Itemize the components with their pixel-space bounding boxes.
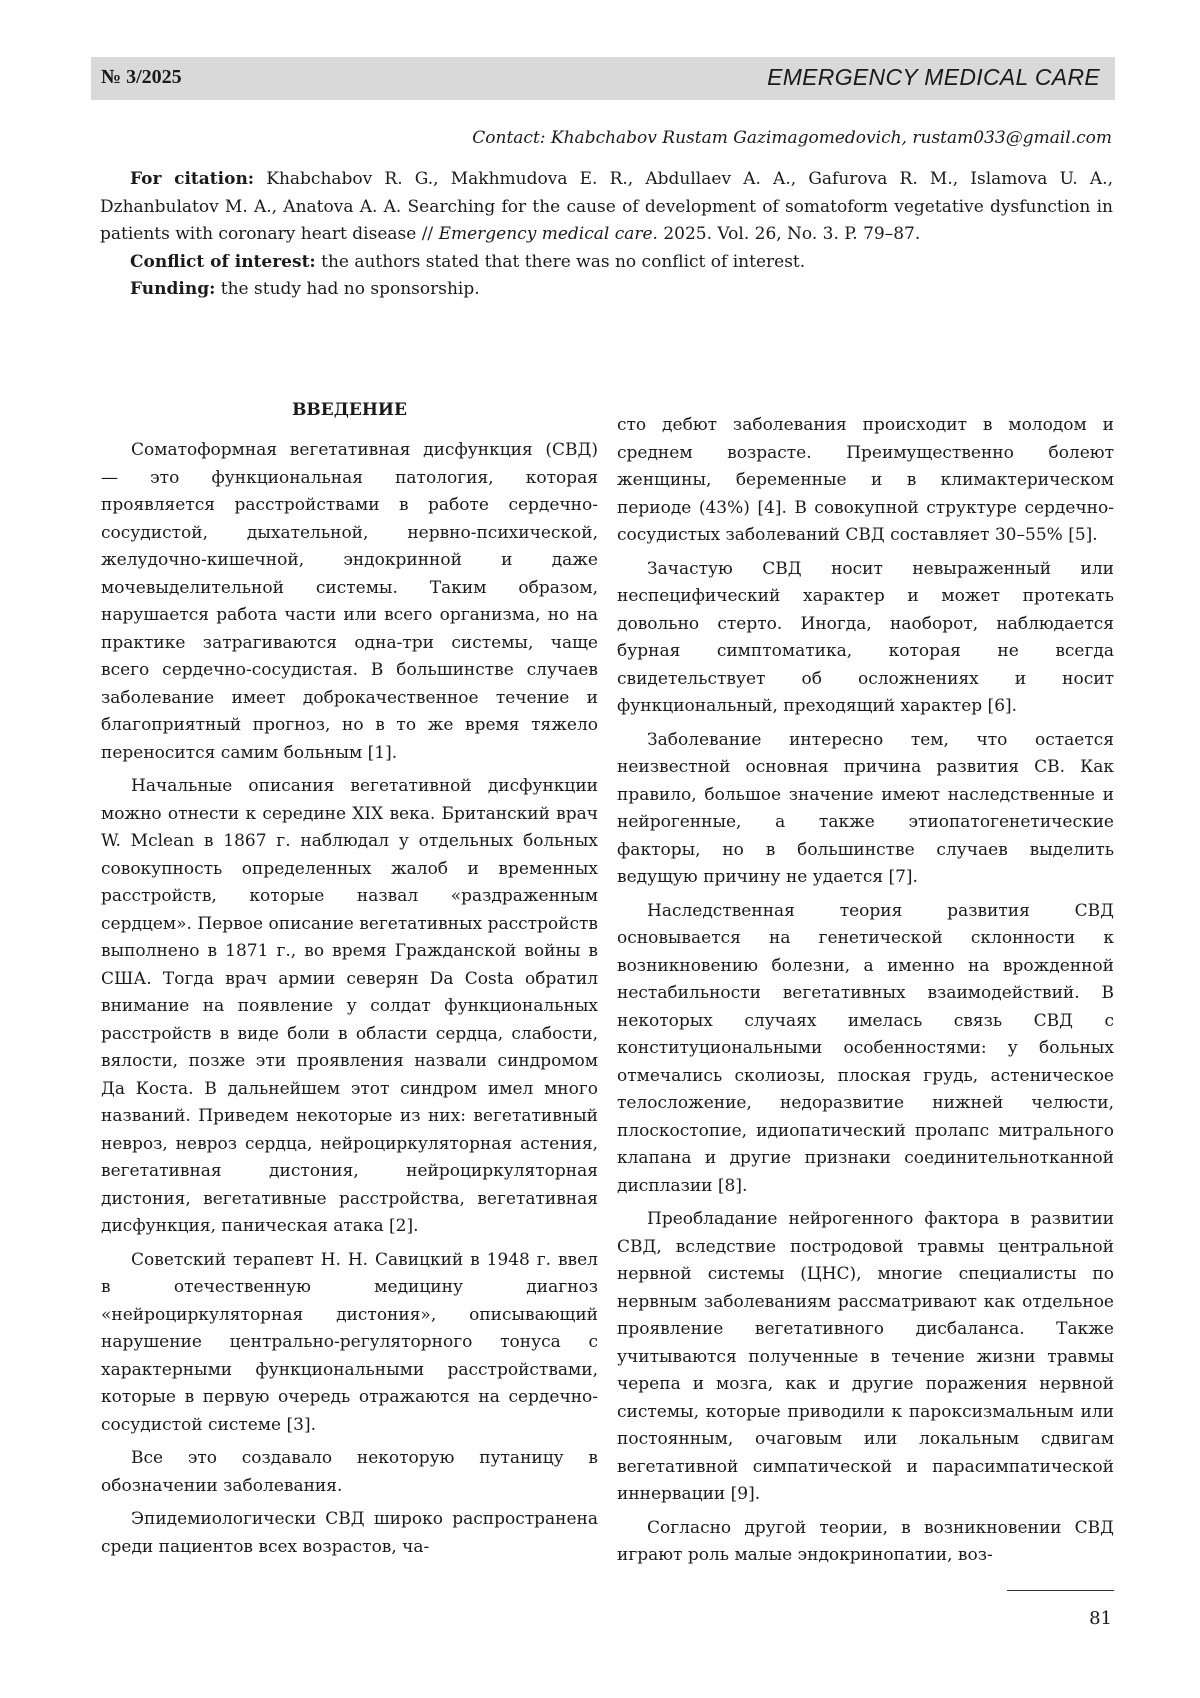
citation-label: For citation:: [130, 169, 255, 189]
paragraph: Зачастую СВД носит невыраженный или неспецифический характер и может протекать довольно стерто. Иногда, наоборот, наблюдается бурная симптоматика, которая не всегда свидетельствует об осложнениях и носит функциональный, преходящий характер [6].: [617, 558, 1114, 716]
citation-tail: . 2025. Vol. 26, No. 3. P. 79–87.: [652, 224, 921, 244]
citation-text: Khabchabov R. G., Makhmudova E. R., Abdullaev A. A., Gafurova R. M., Islamova U. A., Dzhanbulatov M. A., Anatova A. A. Searching for the cause of development of somatoform vegetative dysfunction in patients with coronary heart disease //: [100, 169, 1113, 244]
funding-paragraph: [100, 276, 1113, 304]
paragraph: Наследственная теория развития СВД основывается на генетической склонности к возникновению болезни, а именно на врожденной нестабильности вегетативных взаимодействий. В некоторых случаях имелась связь СВД с конституциональными особенностями: у больных отмечались сколиозы, плоская грудь, астеническое телосложение, недоразвитие нижней челюсти, плоскостопие, идиопатический пролапс митрального клапана и другие признаки соединительнотканной дисплазии [8].: [617, 900, 1114, 1196]
journal-title: EMERGENCY MEDICAL CARE: [767, 64, 1100, 90]
paragraph: Эпидемиологически СВД широко распространена среди пациентов всех возрастов, ча-: [101, 1509, 598, 1557]
paragraph: Соматоформная вегетативная дисфункция (СВД) — это функциональная патология, которая проявляется расстройствами в работе сердечно-сосудистой, дыхательной, нервно-психической, желудочно-кишечной, эндокринной и даже мочевыделительной системы. Таким образом, нарушается работа части или всего организма, но на практике затрагиваются одна-три системы, чаще всего сердечно-сосудистая. В большинстве случаев заболевание имеет доброкачественное течение и благоприятный прогноз, но в то же время тяжело переносится самим больным [1].: [101, 440, 598, 763]
citation-paragraph: [100, 166, 1113, 249]
conflict-text: the authors stated that there was no conflict of interest.: [315, 251, 806, 272]
conflict-paragraph: [100, 249, 1113, 277]
citation-block: [100, 166, 1113, 304]
funding-text: the study had no sponsorship.: [215, 279, 480, 299]
paragraph: Начальные описания вегетативной дисфункции можно отнести к середине XIX века. Британский врач W. Mclean в 1867 г. наблюдал у отдельных больных совокупность определенных жалоб и временных расстройств, которые назвал «раздраженным сердцем». Первое описание вегетативных расстройств выполнено в 1871 г., во время Гражданской войны в США. Тогда врач армии северян Da Costa обратил внимание на появление у солдат функциональных расстройств в виде боли в области сердца, слабости, вялости, позже эти проявления назвали синдромом Да Коста. В дальнейшем этот синдром имел много названий. Приведем некоторые из них: вегетативный невроз, невроз сердца, нейроциркуляторная астения, вегетативная дистония, нейроциркуляторная дистония, вегетативные расстройства, вегетативная дисфункция, паническая атака [2].: [101, 776, 598, 1236]
paragraph: Преобладание нейрогенного фактора в развитии СВД, вследствие постродовой травмы центральной нервной системы (ЦНС), многие специалисты по нервным заболеваниям рассматривают как отдельное проявление вегетативного дисбаланса. Также учитываются полученные в течение жизни травмы черепа и мозга, как и другие поражения нервной системы, которые приводили к пароксизмальным или постоянным, очаговым или локальным сдвигам вегетативной симпатической и парасимпатической иннервации [9].: [617, 1209, 1114, 1504]
paragraph: сто дебют заболевания происходит в молодом и среднем возрасте. Преимущественно болеют женщины, беременные и в климактерическом периоде (43%) [4]. В совокупной структуре сердечно-сосудистых заболеваний СВД составляет 30–55% [5].: [617, 415, 1114, 545]
left-column: [101, 437, 598, 1567]
page-number: 81: [1089, 1608, 1112, 1629]
paragraph: Все это создавало некоторую путаницу в обозначении заболевания.: [101, 1448, 598, 1496]
footer-rule: [1007, 1590, 1114, 1591]
contact-line: Contact: Khabchabov Rustam Gazimagomedovich, rustam033@gmail.com: [472, 128, 1112, 148]
right-column: [617, 412, 1114, 1576]
paragraph: Заболевание интересно тем, что остается неизвестной основная причина развития СВ. Как правило, большое значение имеют наследственные и нейрогенные, а также этиопатогенетические факторы, но в большинстве случаев выделить ведущую причину не удается [7].: [617, 729, 1114, 887]
section-title: ВВЕДЕНИЕ: [292, 400, 407, 420]
paragraph: Согласно другой теории, в возникновении СВД играют роль малые эндокринопатии, воз-: [617, 1517, 1114, 1565]
paragraph: Советский терапевт Н. Н. Савицкий в 1948 г. ввел в отечественную медицину диагноз «нейроциркуляторная дистония», описывающий нарушение центрально-регуляторного тонуса с характерными функциональными расстройствами, которые в первую очередь отражаются на сердечно-сосудистой системе [3].: [101, 1249, 598, 1435]
issue-number: № 3/2025: [101, 66, 182, 88]
funding-label: Funding:: [130, 279, 216, 299]
citation-journal: Emergency medical care: [438, 224, 653, 244]
conflict-label: Conflict of interest:: [130, 251, 316, 272]
